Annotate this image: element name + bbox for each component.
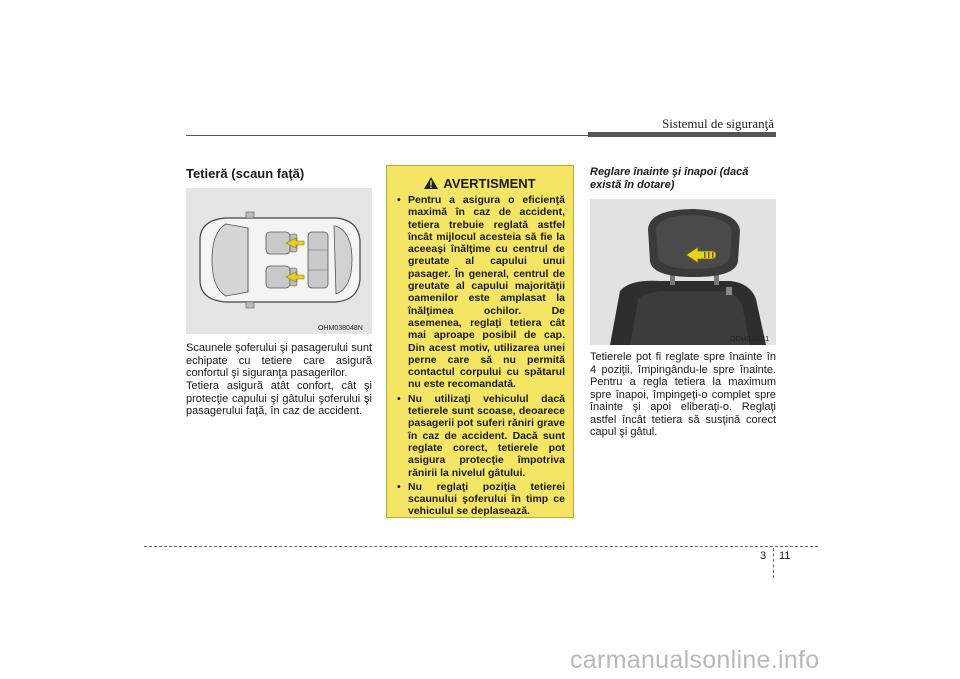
watermark: carmanualsonline.info	[570, 646, 820, 674]
header-rule-accent	[588, 132, 776, 137]
warning-triangle-icon	[424, 177, 438, 189]
paragraph-2: Tetiera asigură atât confort, cât şi protecţie capului şi gâtului şoferului şi pasagerului faţă, în caz de accident.	[186, 380, 372, 417]
warning-item	[395, 194, 565, 391]
section-title: Tetieră (scaun faţă)	[186, 166, 305, 181]
warning-list	[395, 194, 565, 520]
page-number: 11	[779, 550, 791, 562]
warning-item-text: Pentru a asigura o eficienţă maximă în caz de accident, tetiera trebuie reglată astfel încât mijlocul acesteia să fie la aceeaşi înălţime cu centrul de greutate al capului unui pasager. În general, centrul de greutate al capului majorităţii oamenilor este amplasat la înălţimea ochilor. De asemenea, reglaţi tetiera cât mai aproape posibil de cap. Din acest motiv, utilizarea unei perne care să nu permită contactul corpului cu spătarul nu este recomandată.	[408, 194, 565, 391]
headrest-illustration	[590, 199, 776, 345]
paragraph-right: Tetierele pot fi reglate spre înainte în 4 poziţii, împingându-le spre înainte. Pentru a regla tetiera la maximum spre înapoi, împingeţi-o complet spre înainte şi apoi eliberaţi-o. Reglaţi astfel încât tetiera să susţină corect capul şi gâtul.	[590, 351, 776, 438]
car-top-view-illustration	[186, 188, 372, 334]
bullet-icon: •	[397, 392, 401, 405]
header-section-title: Sistemul de siguranţă	[662, 116, 774, 131]
warning-item-text: Nu utilizaţi vehiculul dacă tetierele sunt scoase, deoarece pasagerii pot suferi răniri grave în caz de accident. Dacă sunt reglate corect, tetierele pot asigura protecţie împotriva rănirii la nivelul gâtului.	[408, 392, 565, 479]
warning-item-text: Nu reglaţi poziţia tetierei scaunului şoferului în timp ce vehiculul se deplasează.	[408, 480, 565, 518]
warning-item	[395, 481, 565, 518]
bullet-icon: •	[397, 480, 401, 493]
headrest-image	[590, 199, 776, 345]
warning-item	[395, 393, 565, 479]
chapter-number: 3	[760, 550, 767, 562]
image-code-right: ODM032011	[730, 336, 770, 343]
page-divider	[773, 548, 774, 578]
paragraph-1: Scaunele şoferului şi pasagerului sunt echipate cu tetiere care asigură confortul şi siguranţa pasagerilor.	[186, 342, 372, 379]
warning-heading	[387, 176, 573, 191]
bullet-icon: •	[397, 194, 401, 206]
subsection-title: Reglare înainte şi înapoi (dacă există în dotare)	[590, 166, 749, 191]
footer-rule	[144, 546, 818, 547]
warning-box	[386, 165, 574, 518]
image-code-left: OHM038048N	[318, 325, 363, 332]
car-top-view-image	[186, 188, 372, 334]
warning-heading-label: AVERTISMENT	[443, 176, 536, 191]
